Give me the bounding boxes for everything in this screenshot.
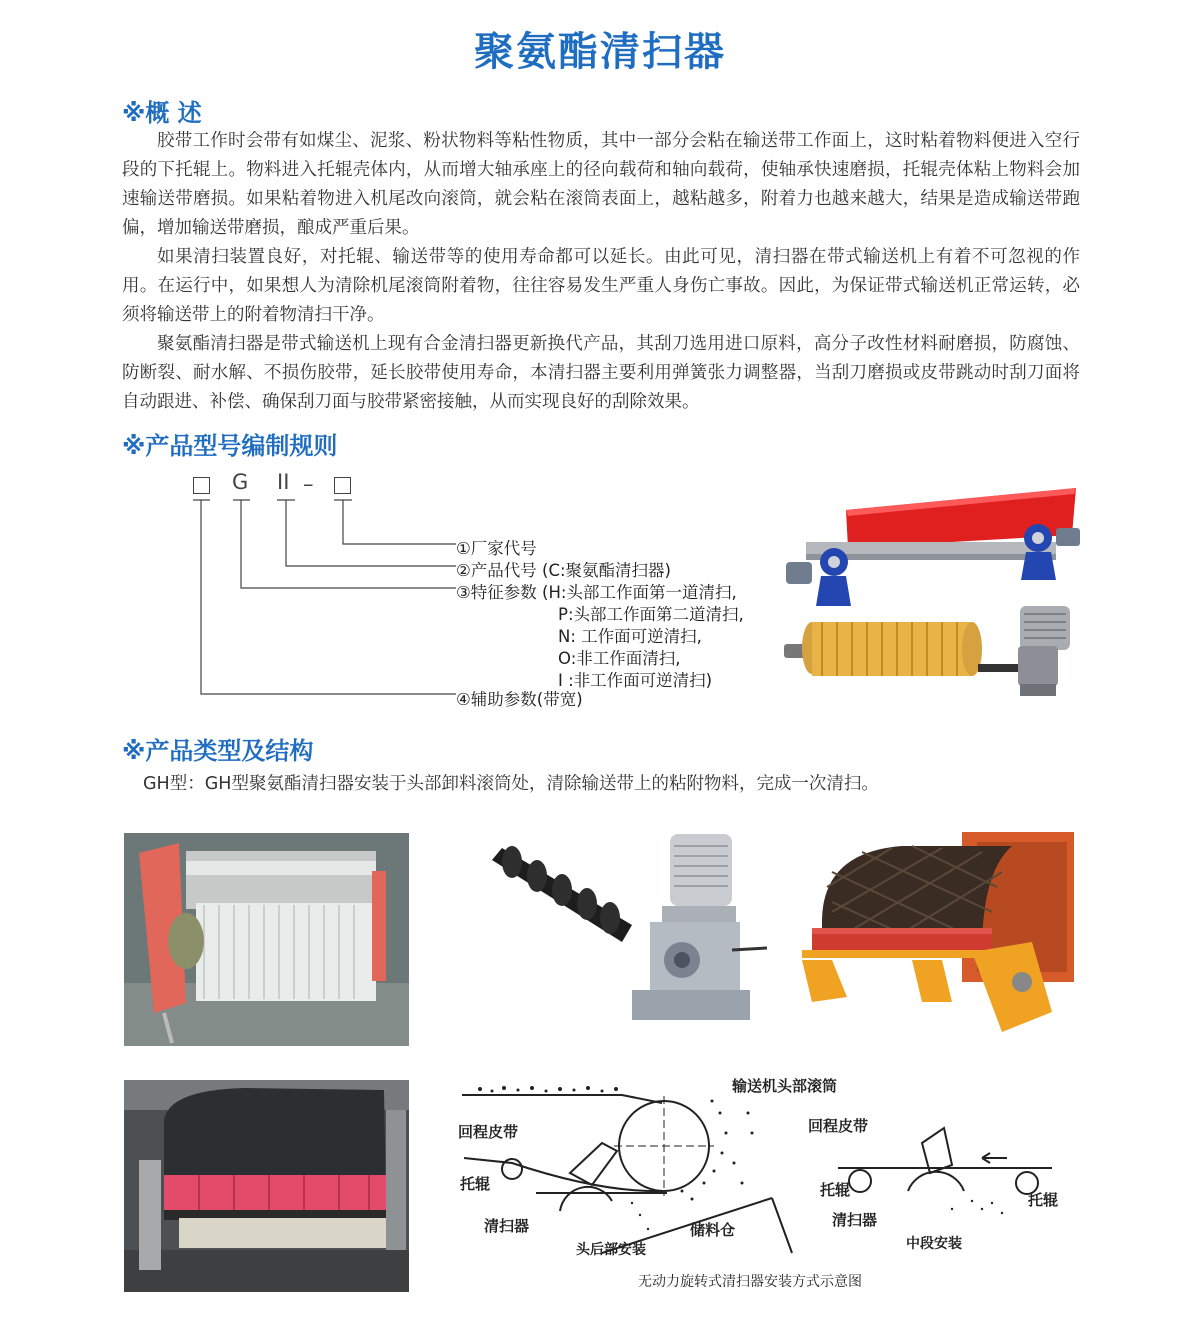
photo-spiral-brush-motor	[482, 830, 772, 1030]
diagram-caption: 无动力旋转式清扫器安装方式示意图	[638, 1274, 862, 1290]
page-title: 聚氨酯清扫器	[474, 29, 726, 75]
label-head-rear-install: 头后部安装	[576, 1242, 646, 1258]
overview-paragraph: 胶带工作时会带有如煤尘、泥浆、粉状物料等粘性物质，其中一部分会粘在输送带工作面上，这时粘着物料便进入空行段的下托辊上。物料进入托辊壳体内，从而增大轴承座上的径向载荷和轴向载荷，使轴承快速磨损，托辊壳体粘上物料会加速输送带磨损。如果粘着物进入机尾改向滚筒，就会粘在滚筒表面上，越粘越多，附着力也越来越大，结果是造成输送带跑偏，增加输送带磨损，酿成严重后果。	[122, 131, 1080, 238]
label-left-return-belt: 回程皮带	[458, 1123, 519, 1141]
rule-label-4: ④辅助参数(带宽)	[456, 690, 583, 709]
label-hopper: 储料仓	[690, 1221, 736, 1239]
rule-label-3d: O:非工作面清扫,	[558, 649, 681, 668]
label-head-pulley: 输送机头部滚筒	[732, 1077, 838, 1095]
photo-blade-cleaner	[776, 480, 1086, 610]
label-middle-install: 中段安装	[906, 1236, 962, 1252]
rule-label-3c: N: 工作面可逆清扫,	[558, 627, 702, 646]
rule-label-3b: P:头部工作面第二道清扫,	[558, 605, 744, 624]
label-right-idler-left: 托辊	[820, 1181, 851, 1199]
rule-label-1: ①厂家代号	[456, 539, 537, 558]
code-char-g: G	[232, 470, 249, 494]
overview-paragraph: 如果清扫装置良好，对托辊、输送带等的使用寿命都可以延长。由此可见，清扫器在带式输送机上有着不可忽视的作用。在运行中，如果想人为清除机尾滚筒附着物，往往容易发生严重人身伤亡事故。因此，为保证带式输送机正常运转，必须将输送带上的附着物清扫干净。	[122, 247, 1080, 325]
label-right-cleaner: 清扫器	[832, 1211, 878, 1229]
label-left-idler: 托辊	[460, 1175, 491, 1193]
overview-heading: ※概 述	[122, 99, 202, 127]
photo-white-brush-cleaner	[124, 833, 409, 1046]
rule-label-3e: I :非工作面可逆清扫)	[558, 671, 713, 690]
code-char-ii: II	[277, 470, 290, 494]
photo-pulley-scraper	[792, 832, 1074, 1042]
model-rule-heading: ※产品型号编制规则	[122, 432, 338, 460]
gh-description: GH型：GH型聚氨酯清扫器安装于头部卸料滚筒处，清除输送带上的粘附物料，完成一次清扫。	[143, 774, 879, 794]
label-left-cleaner: 清扫器	[484, 1217, 530, 1235]
code-char-dash: –	[303, 472, 314, 496]
installation-diagram	[452, 1073, 1080, 1299]
rule-label-2: ②产品代号 (C:聚氨酯清扫器)	[456, 561, 671, 580]
photo-pulley-pink-blade	[124, 1080, 409, 1292]
types-heading: ※产品类型及结构	[122, 737, 314, 765]
label-right-idler-right: 托辊	[1028, 1191, 1059, 1209]
installation-diagram-drawing	[452, 1073, 1080, 1273]
overview-paragraph: 聚氨酯清扫器是带式输送机上现有合金清扫器更新换代产品，其刮刀选用进口原料，高分子改性材料耐磨损，防腐蚀、防断裂、耐水解、不损伤胶带，延长胶带使用寿命，本清扫器主要利用弹簧张力调整器，当刮刀磨损或皮带跳动时刮刀面将自动跟进、补偿、确保刮刀面与胶带紧密接触，从而实现良好的刮除效果。	[122, 334, 1080, 412]
photo-brush-cleaner	[782, 604, 1082, 704]
label-right-return-belt: 回程皮带	[808, 1117, 869, 1135]
rule-label-3: ③特征参数 (H:头部工作面第一道清扫,	[456, 583, 737, 602]
